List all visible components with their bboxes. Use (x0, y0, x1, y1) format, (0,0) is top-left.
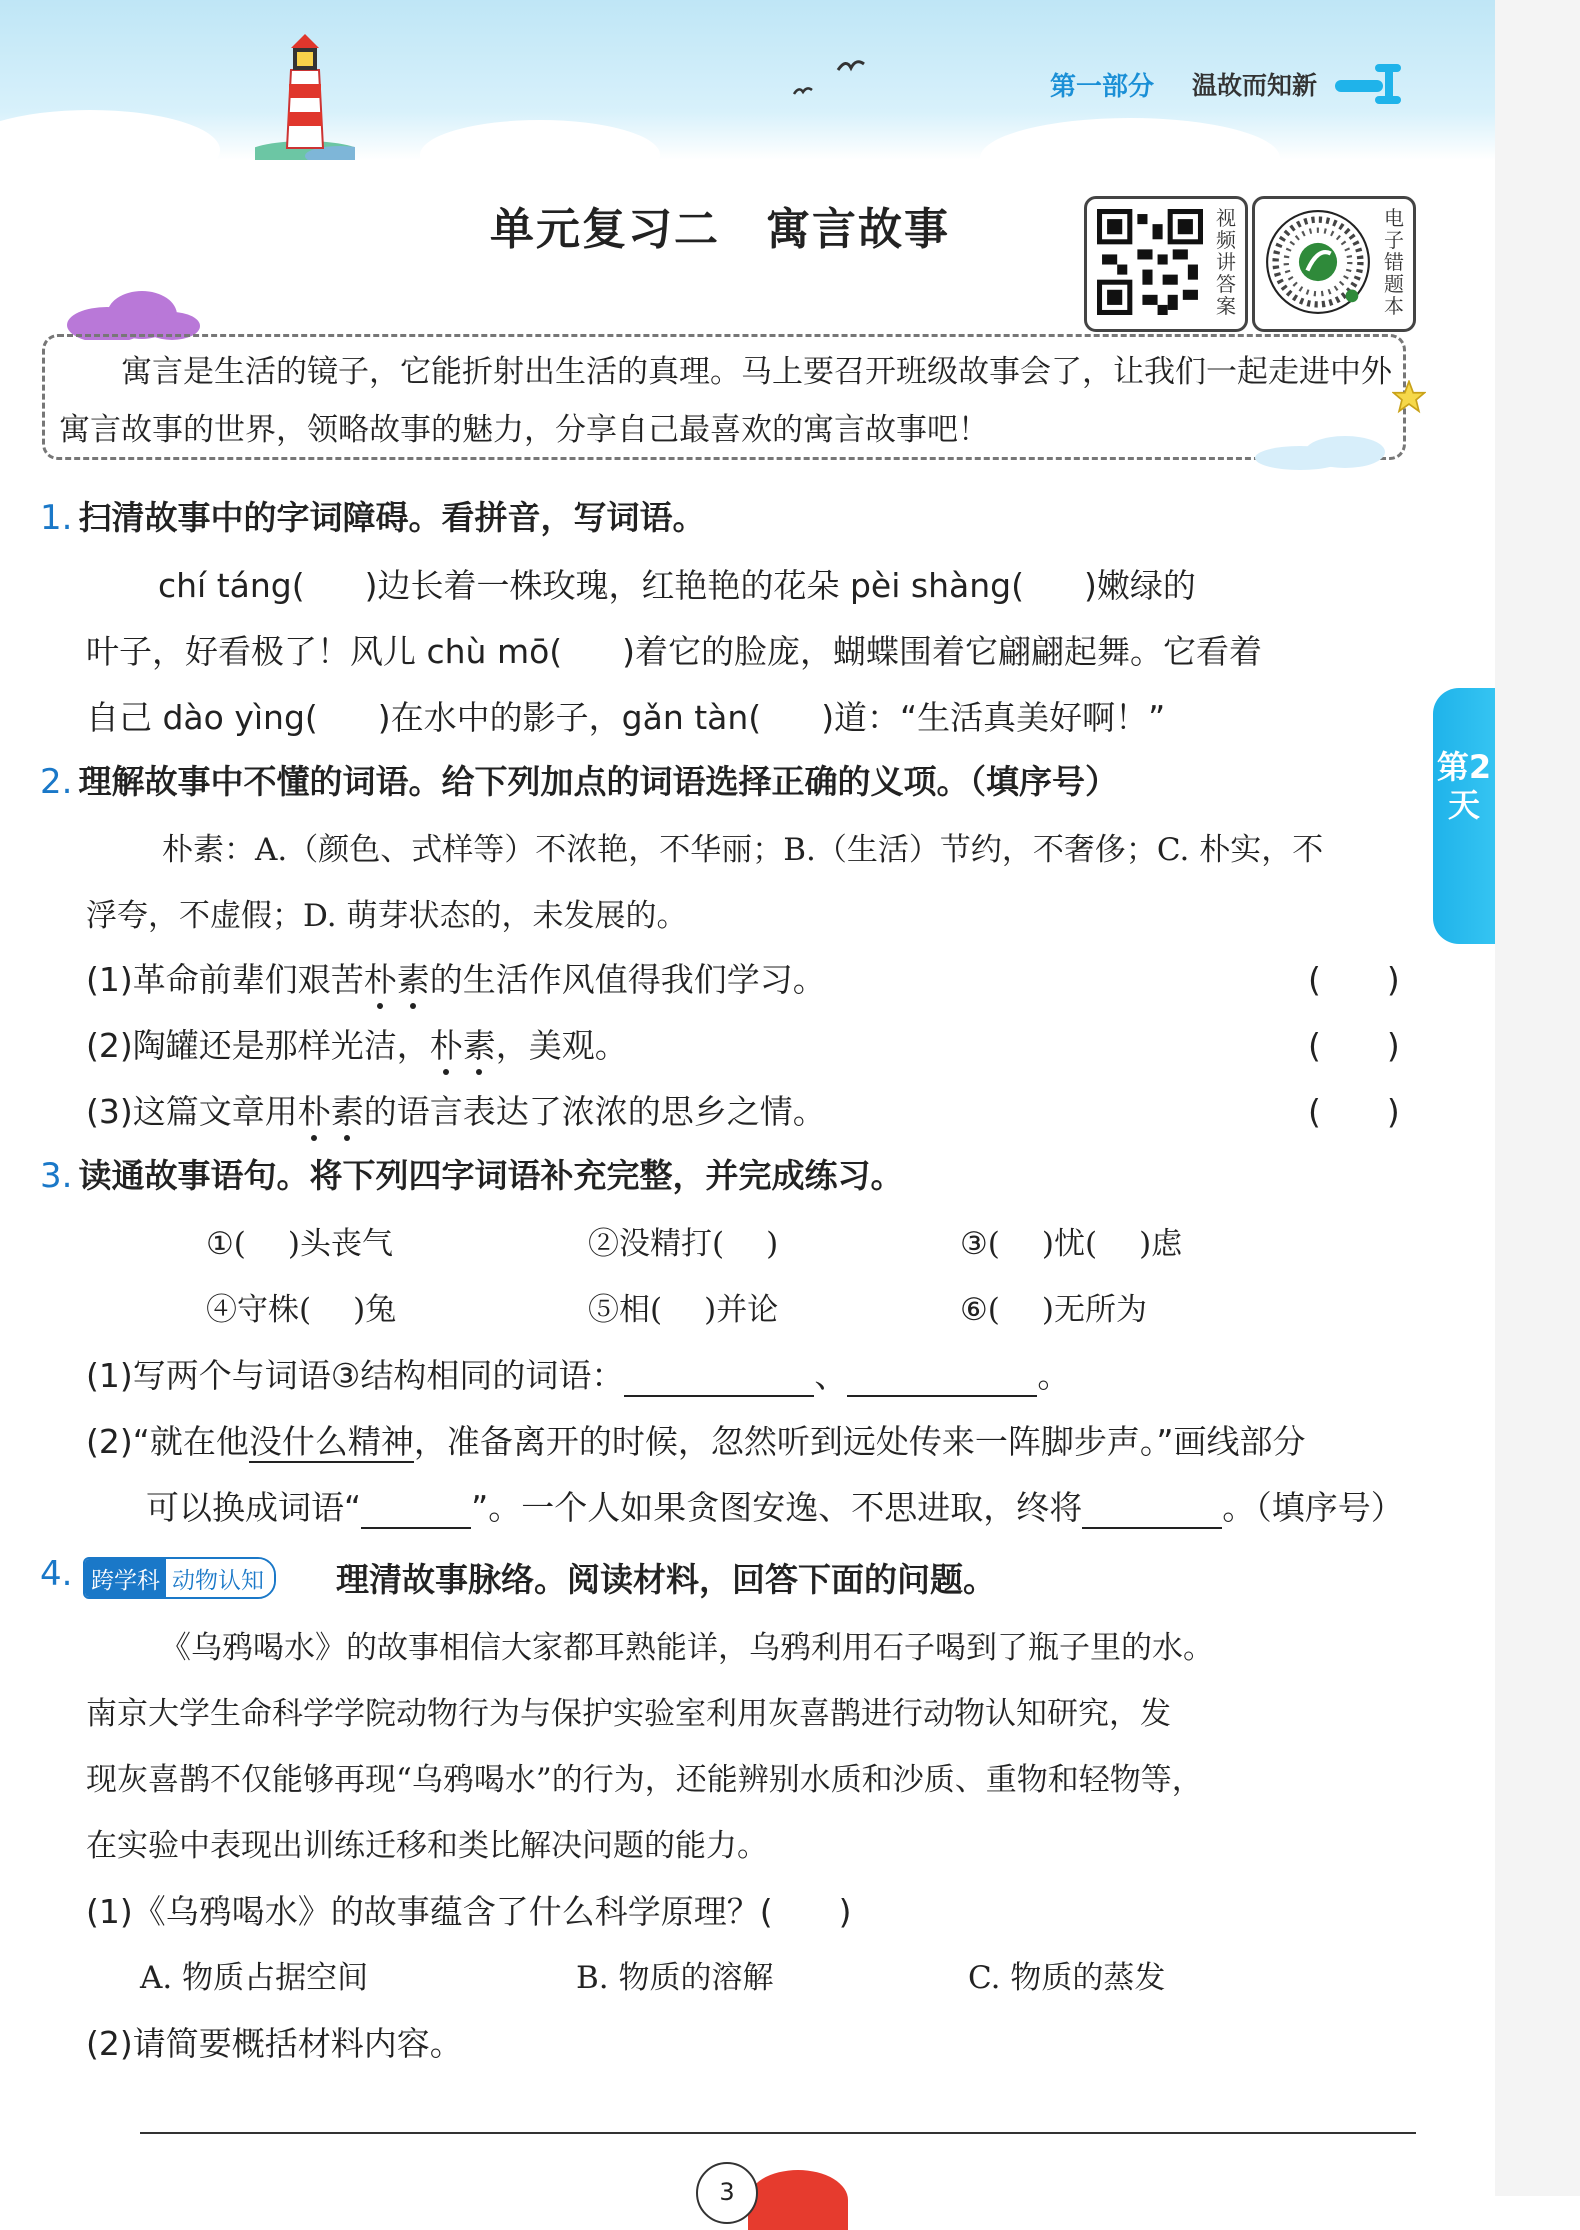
q1-line-3: 自己 dào yìng( )在水中的影子，gǎn tàn( )道：“生活真美好啊！” (86, 698, 1166, 737)
bird-icon (792, 84, 814, 98)
part-label: 第一部分 (1050, 72, 1155, 102)
q3-sub-2-cont: 可以换成词语“ ”。一个人如果贪图安逸、不思进取，终将 。（填序号） (146, 1488, 1404, 1527)
idiom-5: ⑤相( )并论 (588, 1292, 779, 1328)
q2-sentence-1: (1)革命前辈们艰苦朴素的生活作风值得我们学习。 (86, 960, 826, 999)
page-number: 3 (696, 2162, 758, 2224)
material-line-4: 在实验中表现出训练迁移和类比解决问题的能力。 (86, 1828, 768, 1864)
material-line-2: 南京大学生命科学学院动物行为与保护实验室利用灰喜鹊进行动物认知研究，发 (86, 1696, 1171, 1732)
idiom-6: ⑥( )无所为 (960, 1292, 1147, 1328)
answer-blank[interactable] (624, 1361, 814, 1397)
definition-line-1: 朴素：A.（颜色、式样等）不浓艳，不华丽；B.（生活）节约，不奢侈；C. 朴实，不 (162, 832, 1324, 868)
q2-sentence-2: (2)陶罐还是那样光洁，朴素，美观。 (86, 1026, 628, 1065)
scan-margin (1495, 0, 1580, 2196)
q3-sub-1: (1)写两个与词语③结构相同的词语： 、 。 (86, 1356, 1071, 1395)
material-line-1: 《乌鸦喝水》的故事相信大家都耳熟能详，乌鸦利用石子喝到了瓶子里的水。 (160, 1630, 1214, 1666)
lighthouse-icon (255, 30, 355, 160)
qr-error-notebook[interactable] (1252, 196, 1416, 332)
cloud-icon (62, 290, 202, 340)
material-line-3: 现灰喜鹊不仅能够再现“乌鸦喝水”的行为，还能辨别水质和沙质、重物和轻物等， (86, 1762, 1203, 1798)
option-c[interactable]: C. 物质的蒸发 (968, 1960, 1166, 1996)
q1-line-1: chí táng( )边长着一株玫瑰，红艳艳的花朵 pèi shàng( )嫩绿的 (158, 566, 1196, 605)
idiom-3: ③( )忧( )虑 (960, 1226, 1183, 1262)
qr-code-icon (1097, 209, 1203, 315)
star-icon (1392, 380, 1426, 414)
q4-sub-2: (2)请简要概括材料内容。 (86, 2024, 463, 2063)
q2-sentence-3: (3)这篇文章用朴素的语言表达了浓浓的思乡之情。 (86, 1092, 826, 1131)
answer-paren[interactable]: ( ) (1308, 960, 1400, 999)
answer-paren[interactable]: ( ) (1308, 1026, 1400, 1065)
cloud-icon (1250, 430, 1400, 470)
question-2-title: 2. 理解故事中不懂的词语。给下列加点的词语选择正确的义项。（填序号） (40, 762, 1118, 802)
answer-paren[interactable]: ( ) (1308, 1092, 1400, 1131)
option-a[interactable]: A. 物质占据空间 (140, 1960, 369, 1996)
answer-blank[interactable] (361, 1493, 471, 1529)
qr-video-answers[interactable] (1084, 196, 1248, 332)
intro-text: 寓言是生活的镜子，它能折射出生活的真理。马上要召开班级故事会了，让我们一起走进中外寓言故事的世界，领略故事的魅力，分享自己最喜欢的寓言故事吧！ (59, 354, 1392, 448)
question-3-title: 3. 读通故事语句。将下列四字词语补充完整，并完成练习。 (40, 1156, 904, 1196)
idiom-2: ②没精打( ) (588, 1226, 779, 1262)
option-b[interactable]: B. 物质的溶解 (576, 1960, 774, 1996)
q3-sub-2: (2)“就在他没什么精神，准备离开的时候，忽然听到远处传来一阵脚步声。”画线部分 (86, 1422, 1306, 1461)
answer-blank[interactable] (1082, 1493, 1222, 1529)
mini-program-code-icon (1265, 209, 1371, 315)
question-4-number: 4. (40, 1554, 73, 1594)
cross-subject-tag: 跨学科 动物认知 (83, 1557, 276, 1599)
answer-blank[interactable] (847, 1361, 1037, 1397)
footer-rule (140, 2132, 1416, 2134)
qr-label: 视频讲答案 (1216, 206, 1236, 318)
question-1-title: 1. 扫清故事中的字词障碍。看拼音，写词语。 (40, 498, 706, 538)
part-one-glyph-icon (1335, 56, 1405, 112)
decoration-blob (748, 2170, 848, 2230)
question-4-title: 理清故事脉络。阅读材料，回答下面的问题。 (336, 1560, 996, 1599)
idiom-1: ①( )头丧气 (206, 1226, 393, 1262)
q4-sub-1: (1)《乌鸦喝水》的故事蕴含了什么科学原理？( ) (86, 1892, 852, 1931)
qr-label: 电子错题本 (1384, 206, 1404, 318)
day-tab-label: 第2天 (1436, 748, 1492, 824)
day-tab (1433, 688, 1495, 944)
page-title: 单元复习二 寓言故事 (490, 204, 950, 255)
definition-line-2: 浮夸，不虚假；D. 萌芽状态的，未发展的。 (86, 898, 688, 934)
idiom-4: ④守株( )兔 (206, 1292, 397, 1328)
bird-icon (836, 56, 866, 76)
q1-line-2: 叶子，好看极了！风儿 chù mō( )着它的脸庞，蝴蝶围着它翩翩起舞。它看着 (86, 632, 1263, 671)
intro-box (42, 334, 1406, 460)
part-subtitle: 温故而知新 (1192, 71, 1318, 100)
